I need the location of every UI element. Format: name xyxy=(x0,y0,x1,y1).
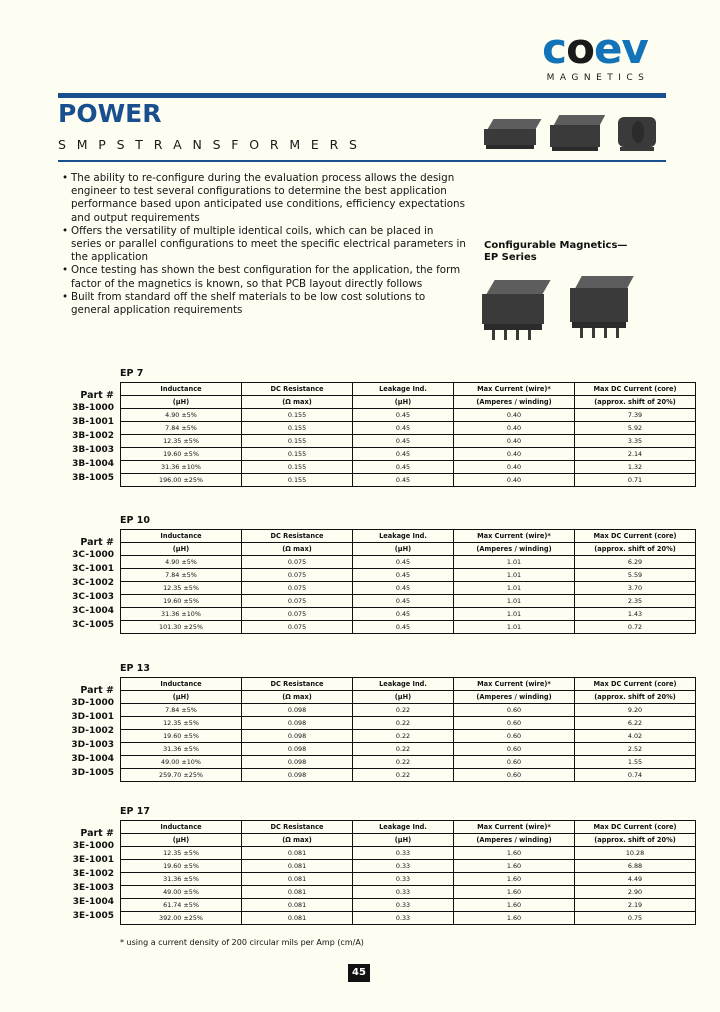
cell-inductance: 4.90 ±5% xyxy=(121,409,242,422)
table-row xyxy=(121,582,696,595)
part-number-header: Part # xyxy=(80,390,114,401)
cell-dcr: 0.075 xyxy=(242,569,353,582)
table-row xyxy=(121,621,696,634)
ep-size-label: EP 10 xyxy=(120,515,150,526)
cell-leakage: 0.33 xyxy=(353,886,454,899)
cell-inductance: 12.35 ±5% xyxy=(121,847,242,860)
cell-dcr: 0.098 xyxy=(242,717,353,730)
cell-inductance: 4.90 ±5% xyxy=(121,556,242,569)
cell-dcr: 0.155 xyxy=(242,409,353,422)
part-number-cell: 3D-1004 xyxy=(71,754,114,764)
cell-max-dc: 4.02 xyxy=(575,730,696,743)
cell-leakage: 0.33 xyxy=(353,860,454,873)
part-number-cell: 3E-1005 xyxy=(72,911,114,921)
cell-max-current: 1.01 xyxy=(454,608,575,621)
photo-caption-line2: EP Series xyxy=(484,252,537,263)
cell-max-dc: 2.52 xyxy=(575,743,696,756)
cell-dcr: 0.155 xyxy=(242,461,353,474)
column-header-unit: (approx. shift of 20%) xyxy=(575,834,696,847)
part-number-header: Part # xyxy=(80,828,114,839)
ep-photo-a-pin xyxy=(504,330,507,340)
cell-max-dc: 4.49 xyxy=(575,873,696,886)
cell-leakage: 0.45 xyxy=(353,621,454,634)
column-header-unit: (Amperes / winding) xyxy=(454,396,575,409)
column-header-unit: (Amperes / winding) xyxy=(454,834,575,847)
ep-photo-b-pin xyxy=(580,328,583,338)
cell-inductance: 19.60 ±5% xyxy=(121,448,242,461)
column-header-name: Max Current (wire)* xyxy=(454,383,575,396)
cell-leakage: 0.45 xyxy=(353,435,454,448)
table-row xyxy=(121,873,696,886)
column-header-name: DC Resistance xyxy=(242,678,353,691)
column-header-name: Max DC Current (core) xyxy=(575,821,696,834)
product-photo-strip xyxy=(484,103,666,158)
cell-max-dc: 0.72 xyxy=(575,621,696,634)
cell-max-dc: 0.74 xyxy=(575,769,696,782)
page-title: POWER xyxy=(58,99,162,128)
table-row xyxy=(121,860,696,873)
cell-max-current: 0.60 xyxy=(454,717,575,730)
table-row xyxy=(121,595,696,608)
cell-max-dc: 1.32 xyxy=(575,461,696,474)
cell-leakage: 0.22 xyxy=(353,743,454,756)
cell-inductance: 49.00 ±10% xyxy=(121,756,242,769)
column-header-name: Inductance xyxy=(121,678,242,691)
part-number-cell: 3D-1000 xyxy=(71,698,114,708)
cell-leakage: 0.45 xyxy=(353,556,454,569)
part-number-cell: 3B-1003 xyxy=(72,445,114,455)
cell-dcr: 0.075 xyxy=(242,608,353,621)
column-header-name: Leakage Ind. xyxy=(353,678,454,691)
column-header-unit: (Amperes / winding) xyxy=(454,543,575,556)
column-header-name: Max Current (wire)* xyxy=(454,530,575,543)
cell-dcr: 0.098 xyxy=(242,704,353,717)
company-logo xyxy=(520,24,670,83)
cell-inductance: 7.84 ±5% xyxy=(121,422,242,435)
cell-max-current: 0.40 xyxy=(454,461,575,474)
logo-tagline: MAGNETICS xyxy=(546,73,650,83)
ep-series-photo xyxy=(480,272,670,350)
column-header-name: Max DC Current (core) xyxy=(575,383,696,396)
cell-inductance: 196.00 ±25% xyxy=(121,474,242,487)
cell-leakage: 0.45 xyxy=(353,474,454,487)
table-row xyxy=(121,435,696,448)
page-subtitle: S M P S T R A N S F O R M E R S xyxy=(58,137,361,152)
spec-table-ep13 xyxy=(60,663,677,782)
spec-table-ep7 xyxy=(60,368,677,487)
part-number-cell: 3E-1002 xyxy=(72,869,114,879)
cell-dcr: 0.075 xyxy=(242,582,353,595)
part-number-header: Part # xyxy=(80,685,114,696)
table-row xyxy=(121,899,696,912)
table-row xyxy=(121,730,696,743)
cell-max-current: 1.01 xyxy=(454,556,575,569)
cell-max-dc: 2.19 xyxy=(575,899,696,912)
cell-dcr: 0.098 xyxy=(242,769,353,782)
cell-inductance: 259.70 ±25% xyxy=(121,769,242,782)
column-header-name: Max DC Current (core) xyxy=(575,678,696,691)
ep-photo-b-body xyxy=(570,288,628,322)
cell-dcr: 0.075 xyxy=(242,556,353,569)
column-header-name: Inductance xyxy=(121,821,242,834)
column-header-unit: (µH) xyxy=(353,834,454,847)
column-header-name: DC Resistance xyxy=(242,530,353,543)
column-header-unit: (Ω max) xyxy=(242,834,353,847)
table-row xyxy=(121,422,696,435)
cell-max-dc: 0.75 xyxy=(575,912,696,925)
cell-inductance: 31.36 ±5% xyxy=(121,743,242,756)
ep-size-label: EP 17 xyxy=(120,806,150,817)
part-number-cell: 3D-1001 xyxy=(71,712,114,722)
part-number-cell: 3C-1003 xyxy=(72,592,114,602)
part-number-header: Part # xyxy=(80,537,114,548)
spec-table-ep17 xyxy=(60,806,677,925)
page-number-badge: 45 xyxy=(348,964,370,982)
column-header-name: Leakage Ind. xyxy=(353,821,454,834)
cell-max-dc: 10.28 xyxy=(575,847,696,860)
cell-inductance: 19.60 ±5% xyxy=(121,730,242,743)
photo-caption-line1: Configurable Magnetics— xyxy=(484,240,628,251)
part-number-cell: 3B-1002 xyxy=(72,431,114,441)
column-header-unit: (µH) xyxy=(121,396,242,409)
column-header-unit: (Ω max) xyxy=(242,396,353,409)
part-number-cell: 3B-1004 xyxy=(72,459,114,469)
cell-max-dc: 5.59 xyxy=(575,569,696,582)
cell-inductance: 7.84 ±5% xyxy=(121,569,242,582)
column-header-name: Max DC Current (core) xyxy=(575,530,696,543)
cell-max-current: 0.40 xyxy=(454,409,575,422)
column-header-unit: (Ω max) xyxy=(242,543,353,556)
part-number-cell: 3E-1000 xyxy=(72,841,114,851)
cell-leakage: 0.33 xyxy=(353,847,454,860)
cell-leakage: 0.22 xyxy=(353,756,454,769)
cell-max-current: 1.60 xyxy=(454,873,575,886)
spec-table xyxy=(120,677,696,782)
ep-size-label: EP 7 xyxy=(120,368,144,379)
cell-max-dc: 0.71 xyxy=(575,474,696,487)
table-row xyxy=(121,409,696,422)
cell-max-current: 1.60 xyxy=(454,912,575,925)
cell-max-current: 0.60 xyxy=(454,756,575,769)
cell-max-current: 1.01 xyxy=(454,595,575,608)
column-header-unit: (Ω max) xyxy=(242,691,353,704)
table-row xyxy=(121,608,696,621)
part-number-cell: 3C-1004 xyxy=(72,606,114,616)
cell-leakage: 0.45 xyxy=(353,595,454,608)
cell-inductance: 19.60 ±5% xyxy=(121,595,242,608)
cell-max-current: 0.60 xyxy=(454,704,575,717)
cell-inductance: 7.84 ±5% xyxy=(121,704,242,717)
table-row xyxy=(121,769,696,782)
cell-leakage: 0.22 xyxy=(353,704,454,717)
part-number-cell: 3B-1005 xyxy=(72,473,114,483)
cell-leakage: 0.45 xyxy=(353,461,454,474)
cell-leakage: 0.22 xyxy=(353,769,454,782)
part-number-cell: 3E-1003 xyxy=(72,883,114,893)
part-number-cell: 3D-1002 xyxy=(71,726,114,736)
cell-max-dc: 5.92 xyxy=(575,422,696,435)
column-header-name: DC Resistance xyxy=(242,383,353,396)
cell-dcr: 0.098 xyxy=(242,743,353,756)
column-header-name: Inductance xyxy=(121,530,242,543)
cell-leakage: 0.45 xyxy=(353,608,454,621)
cell-max-current: 1.60 xyxy=(454,847,575,860)
cell-dcr: 0.081 xyxy=(242,860,353,873)
cell-max-dc: 2.14 xyxy=(575,448,696,461)
part-number-cell: 3B-1000 xyxy=(72,403,114,413)
ep-photo-a-pin xyxy=(516,330,519,340)
cell-leakage: 0.45 xyxy=(353,569,454,582)
column-header-name: DC Resistance xyxy=(242,821,353,834)
cell-max-dc: 7.39 xyxy=(575,409,696,422)
cell-leakage: 0.33 xyxy=(353,899,454,912)
part-number-cell: 3C-1000 xyxy=(72,550,114,560)
part-number-cell: 3D-1003 xyxy=(71,740,114,750)
cell-dcr: 0.098 xyxy=(242,756,353,769)
cell-dcr: 0.081 xyxy=(242,912,353,925)
table-row xyxy=(121,569,696,582)
ep-photo-a-pin xyxy=(528,330,531,340)
spec-table xyxy=(120,820,696,925)
cell-dcr: 0.098 xyxy=(242,730,353,743)
ep-photo-b-pin xyxy=(616,328,619,338)
bullet-item: • Once testing has shown the best configuration for the application, the form factor of the magnetics is known, so that PCB layout directly follows xyxy=(62,264,467,290)
column-header-unit: (approx. shift of 20%) xyxy=(575,543,696,556)
transformer-photo-2-body xyxy=(550,125,600,147)
cell-max-dc: 1.55 xyxy=(575,756,696,769)
cell-inductance: 31.36 ±10% xyxy=(121,608,242,621)
cell-dcr: 0.081 xyxy=(242,873,353,886)
column-header-unit: (Amperes / winding) xyxy=(454,691,575,704)
cell-max-current: 1.60 xyxy=(454,886,575,899)
cell-max-dc: 6.22 xyxy=(575,717,696,730)
part-number-column xyxy=(60,515,120,632)
column-header-unit: (approx. shift of 20%) xyxy=(575,396,696,409)
ep-photo-a-pin xyxy=(492,330,495,340)
cell-max-current: 0.40 xyxy=(454,422,575,435)
spec-table xyxy=(120,529,696,634)
table-row xyxy=(121,556,696,569)
footnote: * using a current density of 200 circular mils per Amp (cm/A) xyxy=(120,938,364,947)
table-row xyxy=(121,448,696,461)
column-header-name: Leakage Ind. xyxy=(353,383,454,396)
column-header-unit: (µH) xyxy=(121,834,242,847)
cell-max-dc: 2.35 xyxy=(575,595,696,608)
spec-table xyxy=(120,382,696,487)
cell-inductance: 12.35 ±5% xyxy=(121,435,242,448)
cell-max-dc: 6.88 xyxy=(575,860,696,873)
table-row xyxy=(121,886,696,899)
cell-dcr: 0.075 xyxy=(242,595,353,608)
cell-leakage: 0.45 xyxy=(353,448,454,461)
column-header-unit: (µH) xyxy=(353,396,454,409)
cell-max-current: 1.60 xyxy=(454,899,575,912)
cell-inductance: 101.30 ±25% xyxy=(121,621,242,634)
table-row xyxy=(121,847,696,860)
transformer-photo-3-core xyxy=(632,121,644,143)
cell-leakage: 0.22 xyxy=(353,730,454,743)
cell-dcr: 0.081 xyxy=(242,847,353,860)
cell-inductance: 12.35 ±5% xyxy=(121,582,242,595)
cell-max-current: 0.60 xyxy=(454,730,575,743)
cell-inductance: 61.74 ±5% xyxy=(121,899,242,912)
cell-leakage: 0.33 xyxy=(353,912,454,925)
cell-leakage: 0.22 xyxy=(353,717,454,730)
cell-max-current: 1.60 xyxy=(454,860,575,873)
logo-wordmark xyxy=(520,24,670,73)
cell-dcr: 0.081 xyxy=(242,886,353,899)
cell-max-current: 0.40 xyxy=(454,435,575,448)
ep-photo-b-pin xyxy=(592,328,595,338)
bullet-item: • Offers the versatility of multiple identical coils, which can be placed in series or parallel configurations to meet the specific electrical parameters in the application xyxy=(62,225,467,265)
cell-max-current: 0.60 xyxy=(454,743,575,756)
photo-caption xyxy=(484,240,627,264)
spec-table-ep10 xyxy=(60,515,677,634)
table-row xyxy=(121,717,696,730)
bullet-item: • Built from standard off the shelf materials to be low cost solutions to general application requirements xyxy=(62,291,467,317)
cell-max-dc: 1.43 xyxy=(575,608,696,621)
part-number-cell: 3E-1001 xyxy=(72,855,114,865)
column-header-unit: (approx. shift of 20%) xyxy=(575,691,696,704)
cell-max-dc: 9.20 xyxy=(575,704,696,717)
table-row xyxy=(121,474,696,487)
table-row xyxy=(121,461,696,474)
cell-max-dc: 3.35 xyxy=(575,435,696,448)
part-number-cell: 3E-1004 xyxy=(72,897,114,907)
cell-inductance: 19.60 ±5% xyxy=(121,860,242,873)
part-number-cell: 3B-1001 xyxy=(72,417,114,427)
cell-max-current: 0.60 xyxy=(454,769,575,782)
cell-dcr: 0.155 xyxy=(242,474,353,487)
header-top-rule xyxy=(58,93,666,98)
ep-photo-a-body xyxy=(482,294,544,324)
column-header-unit: (µH) xyxy=(353,691,454,704)
table-row xyxy=(121,756,696,769)
part-number-cell: 3C-1001 xyxy=(72,564,114,574)
transformer-photo-1-body xyxy=(484,129,536,145)
logo-letter-o: o xyxy=(566,24,594,73)
cell-inductance: 49.00 ±5% xyxy=(121,886,242,899)
logo-letter-c: c xyxy=(542,24,567,73)
cell-max-current: 1.01 xyxy=(454,569,575,582)
cell-max-dc: 3.70 xyxy=(575,582,696,595)
part-number-column xyxy=(60,368,120,485)
column-header-name: Leakage Ind. xyxy=(353,530,454,543)
transformer-photo-2-pins xyxy=(552,147,598,151)
cell-max-current: 0.40 xyxy=(454,474,575,487)
table-row xyxy=(121,743,696,756)
part-number-cell: 3C-1005 xyxy=(72,620,114,630)
cell-leakage: 0.33 xyxy=(353,873,454,886)
ep-size-label: EP 13 xyxy=(120,663,150,674)
part-number-column xyxy=(60,806,120,923)
cell-leakage: 0.45 xyxy=(353,409,454,422)
column-header-unit: (µH) xyxy=(121,543,242,556)
column-header-name: Max Current (wire)* xyxy=(454,678,575,691)
cell-inductance: 31.36 ±10% xyxy=(121,461,242,474)
table-row xyxy=(121,912,696,925)
cell-dcr: 0.155 xyxy=(242,422,353,435)
cell-max-current: 1.01 xyxy=(454,621,575,634)
part-number-cell: 3C-1002 xyxy=(72,578,114,588)
bullet-item: • The ability to re-configure during the evaluation process allows the design engineer to test several configurations to determine the best application performance based upon anticipated use conditions, efficiency expectations and output requirements xyxy=(62,172,467,225)
cell-leakage: 0.45 xyxy=(353,422,454,435)
cell-dcr: 0.155 xyxy=(242,435,353,448)
cell-max-dc: 6.29 xyxy=(575,556,696,569)
cell-dcr: 0.081 xyxy=(242,899,353,912)
cell-inductance: 392.00 ±25% xyxy=(121,912,242,925)
cell-inductance: 12.35 ±5% xyxy=(121,717,242,730)
column-header-unit: (µH) xyxy=(121,691,242,704)
cell-leakage: 0.45 xyxy=(353,582,454,595)
column-header-name: Inductance xyxy=(121,383,242,396)
logo-letters-ev: ev xyxy=(593,24,648,73)
column-header-unit: (µH) xyxy=(353,543,454,556)
cell-dcr: 0.075 xyxy=(242,621,353,634)
cell-max-current: 0.40 xyxy=(454,448,575,461)
transformer-photo-3-pins xyxy=(620,147,654,151)
cell-max-current: 1.01 xyxy=(454,582,575,595)
column-header-name: Max Current (wire)* xyxy=(454,821,575,834)
table-row xyxy=(121,704,696,717)
ep-photo-b-pin xyxy=(604,328,607,338)
cell-inductance: 31.36 ±5% xyxy=(121,873,242,886)
cell-dcr: 0.155 xyxy=(242,448,353,461)
part-number-cell: 3D-1005 xyxy=(71,768,114,778)
feature-bullets xyxy=(62,172,467,317)
header-bottom-rule xyxy=(58,160,666,162)
cell-max-dc: 2.90 xyxy=(575,886,696,899)
transformer-photo-1-pins xyxy=(486,145,534,149)
part-number-column xyxy=(60,663,120,780)
